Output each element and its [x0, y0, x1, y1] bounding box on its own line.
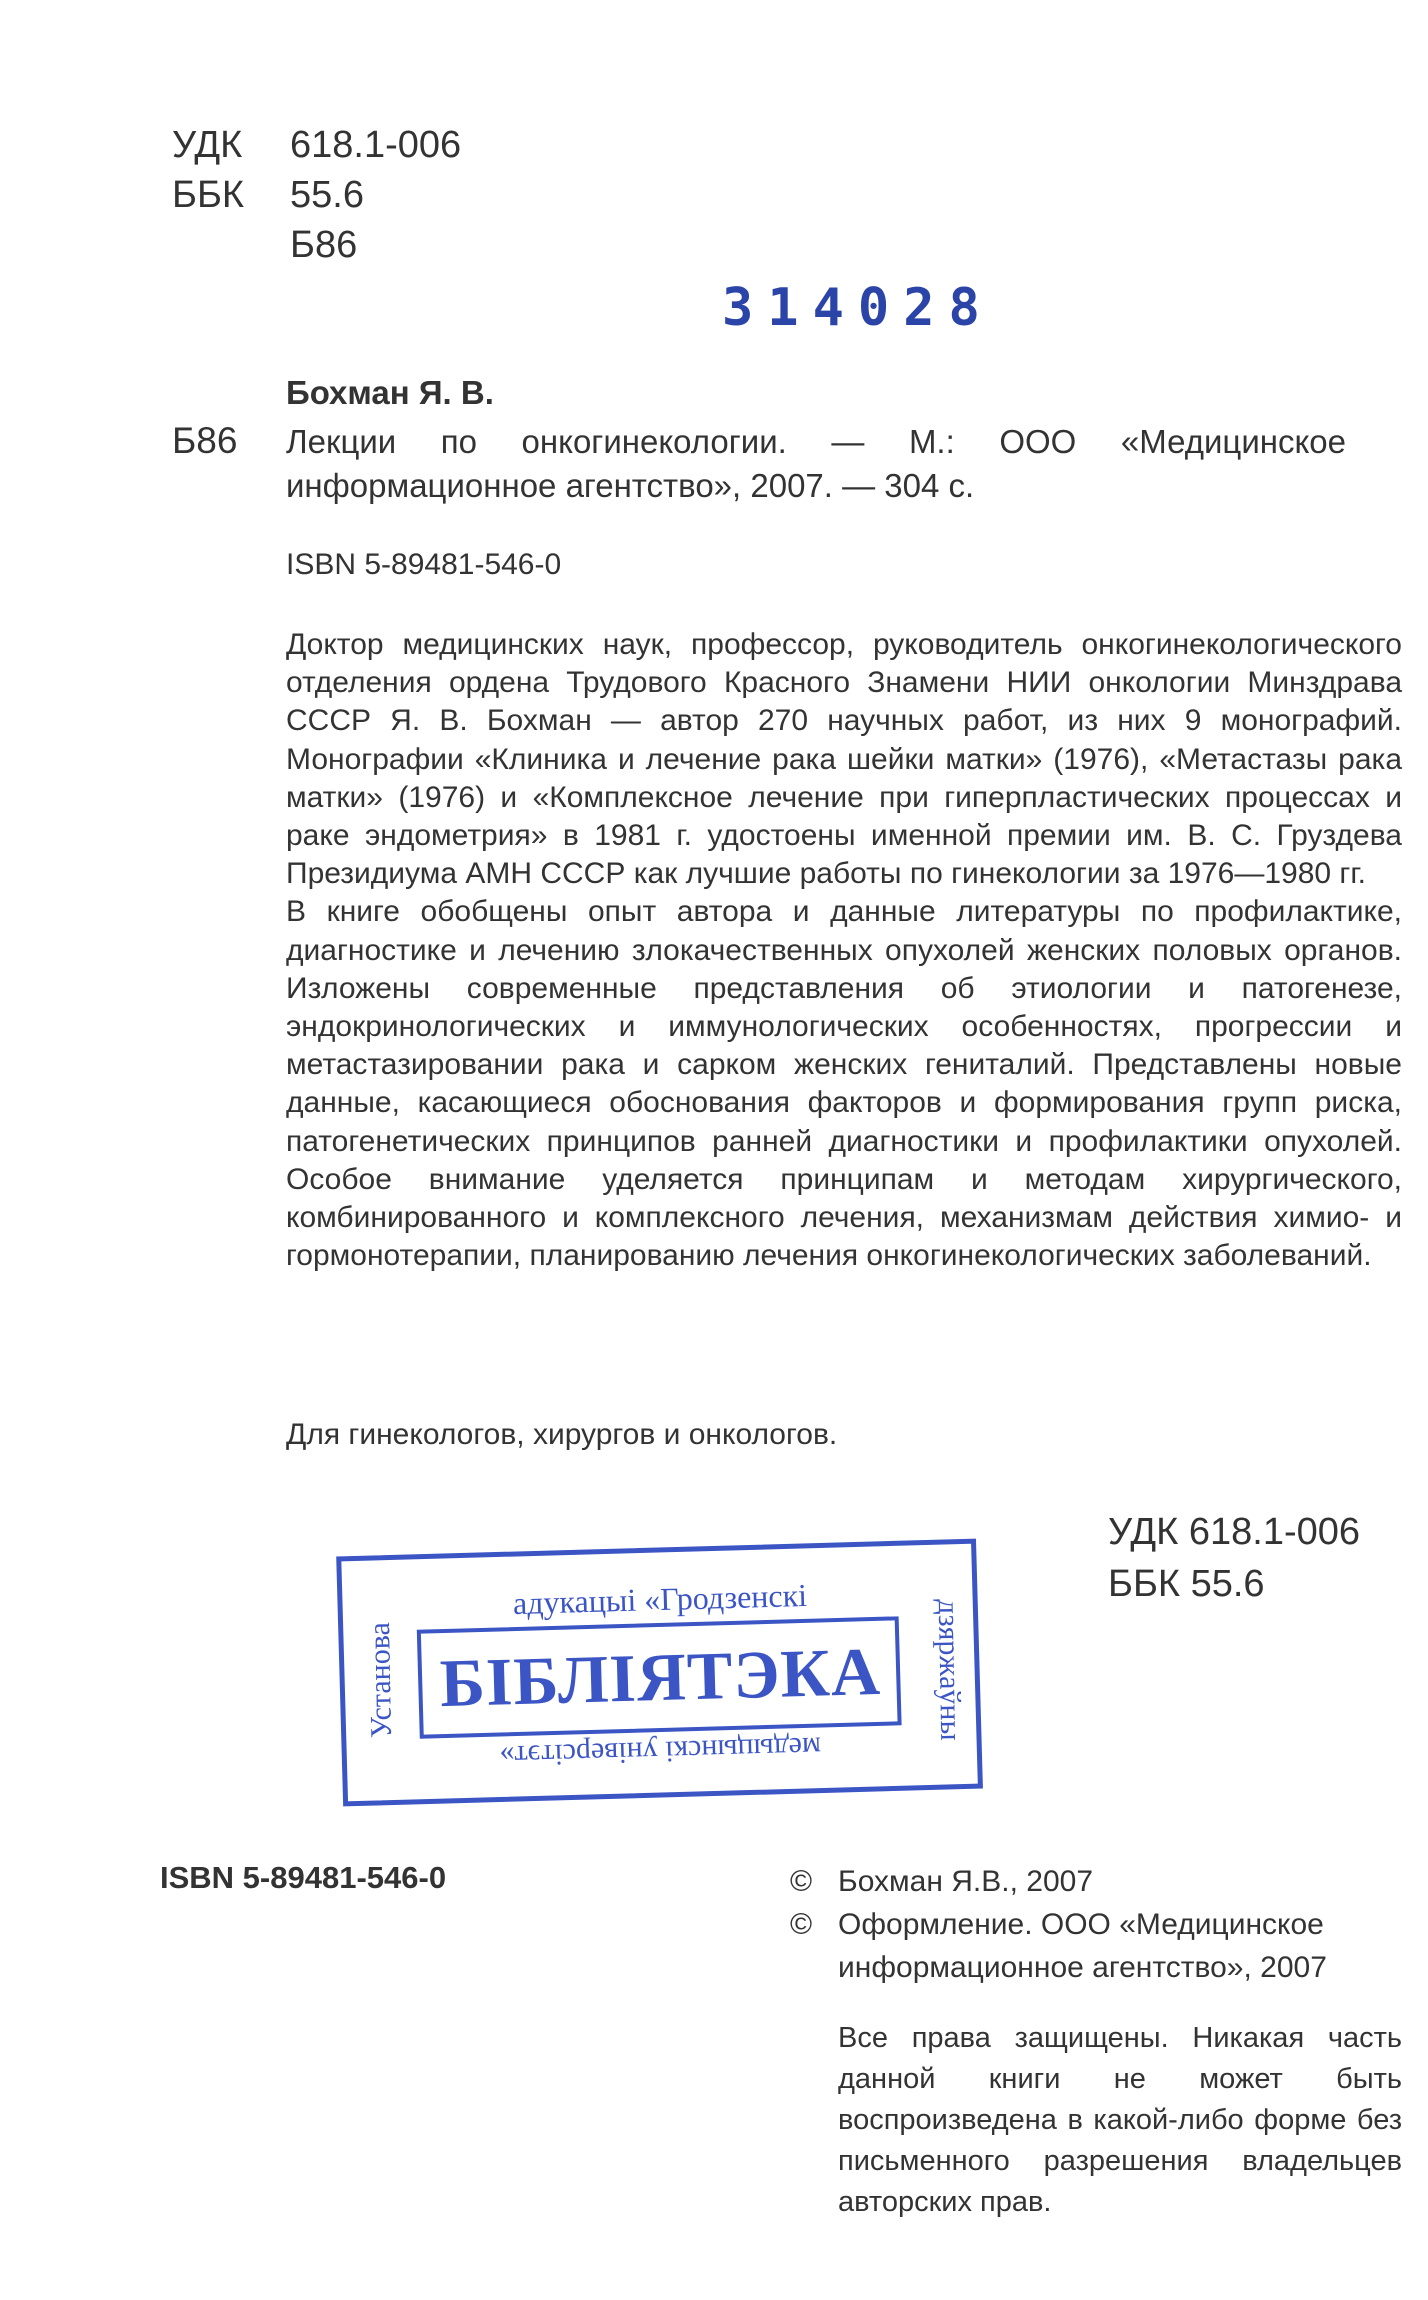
copyright-symbol: ©	[790, 1908, 813, 1941]
isbn-line: ISBN 5-89481-546-0	[286, 548, 562, 581]
bbk-line	[172, 170, 364, 220]
copyright-design-text: Оформление. ООО «Медицинское информационное агентство», 2007	[838, 1908, 1327, 1984]
bibliographic-description: Лекции по онкогинекологии. — М.: ООО «Медицинское информационное агентство», 2007. — 304 с.	[286, 423, 1346, 504]
library-stamp	[330, 1510, 990, 1810]
entry-code: Б86	[172, 420, 238, 461]
copyright-author-text: Бохман Я.В., 2007	[838, 1865, 1093, 1898]
bbk-label: ББК	[172, 174, 245, 216]
rights-notice: Все права защищены. Никакая часть данной книги не может быть воспроизведена в какой-либо форме без письменного разрешения владельцев авторских прав.	[838, 2022, 1402, 2218]
udk-repeat: УДК 618.1-006	[1108, 1511, 1361, 1553]
udk-line	[172, 120, 461, 170]
udk-value: 618.1-006	[290, 124, 462, 166]
audience-line: Для гинекологов, хирургов и онкологов.	[286, 1418, 838, 1451]
stamp-left-text: Установа	[362, 1621, 399, 1739]
author-name: Бохман Я. В.	[286, 374, 494, 411]
stamp-bottom-text: медыцынскі універсітэт»	[499, 1730, 822, 1773]
isbn-bold: ISBN 5-89481-546-0	[160, 1860, 447, 1895]
annotation-author-paragraph: Доктор медицинских наук, профессор, руководитель онкогинекологического отделения ордена Трудового Красного Знамени НИИ онкологии Минздрава СССР Я. В. Бохман — автор 270 научных работ, из них 9 монографий. Монографии «Клиника и лечение рака шейки матки» (1976), «Метастазы рака матки» (1976) и «Комплексное лечение при гиперпластических процессах и раке эндометрия» в 1981 г. удостоены именной премии им. В. С. Груздева Президиума АМН СССР как лучшие работы по гинекологии за 1976—1980 гг.	[286, 628, 1402, 891]
author-mark: Б86	[290, 224, 358, 266]
stamp-right-text: дзяржаўны	[931, 1598, 968, 1741]
copyright-symbol: ©	[790, 1865, 813, 1898]
annotation	[286, 626, 1402, 1275]
copyright-design	[790, 1903, 1410, 1989]
copyright-author	[790, 1860, 1410, 1903]
udk-label: УДК	[172, 124, 243, 166]
annotation-book-paragraph: В книге обобщены опыт автора и данные литературы по профилактике, диагностике и лечению злокачественных опухолей женских половых органов. Изложены современные представления об этиологии и патогенезе, эндокринологических и иммунологических особенностях, прогрессии и метастазировании рака и сарком женских гениталий. Представлены новые данные, касающиеся обоснования факторов и формирования групп риска, патогенетических принципов ранней диагностики и профилактики опухолей. Особое внимание уделяется принципам и методам хирургического, комбинированного и комплексного лечения, механизмам действия химио- и гормонотерапии, планированию лечения онкогинекологических заболеваний.	[286, 895, 1402, 1273]
copyright-block	[790, 1860, 1410, 1989]
inventory-number: 314028	[722, 278, 994, 338]
bbk-repeat: ББК 55.6	[1108, 1563, 1265, 1605]
bbk-value: 55.6	[290, 174, 364, 216]
stamp-title: БІБЛІЯТЭКА	[438, 1632, 881, 1722]
stamp-top-text: адукацыі «Гродзенскі	[512, 1576, 808, 1622]
